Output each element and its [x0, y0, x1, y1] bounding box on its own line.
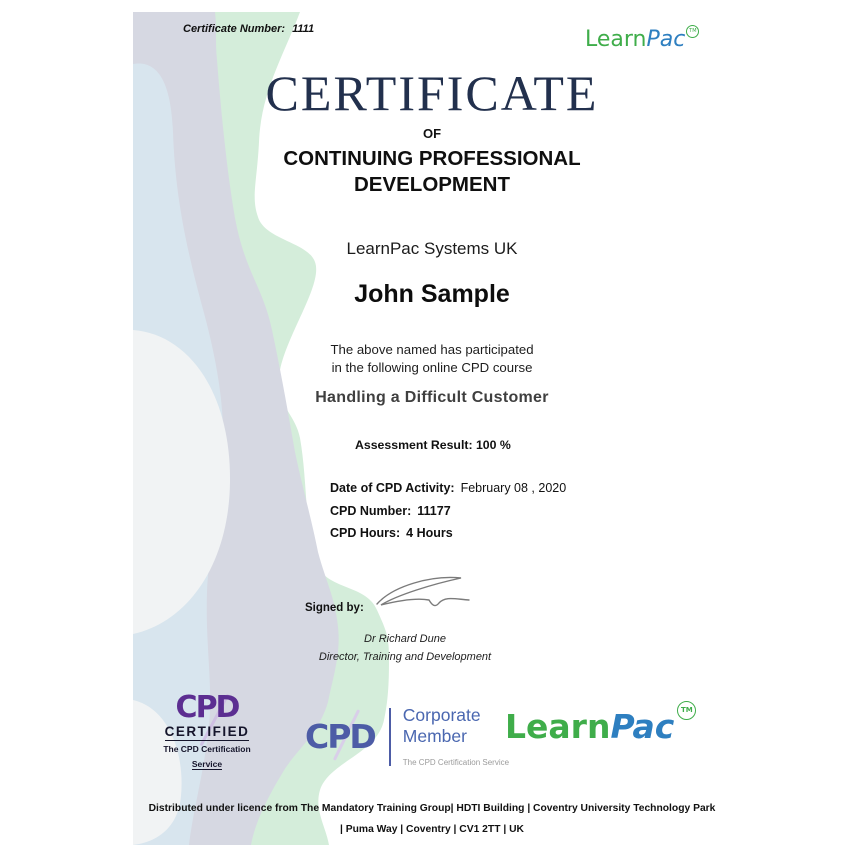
detail-row-date [330, 481, 566, 495]
recipient-name: John Sample [354, 280, 510, 308]
certificate-number-value: 1111 [292, 23, 315, 35]
learnpac-logo-learn: Learn [585, 27, 647, 52]
subtitle-line-2: DEVELOPMENT [353, 173, 511, 196]
certificate-number [183, 23, 314, 35]
cpd-corporate-service-text: The CPD Certification Service [402, 758, 510, 767]
detail-row-cpd-hours [330, 526, 453, 540]
cpd-certified-service-line2: Service [191, 759, 223, 769]
detail-value: 11177 [417, 504, 451, 518]
learnpac-logo-top [585, 27, 699, 52]
detail-label: Date of CPD Activity: [330, 481, 455, 495]
title-of: OF [422, 126, 442, 141]
certificate-page [133, 12, 731, 845]
cpd-certified-certified-text: CERTIFIED [164, 724, 250, 739]
cpd-corporate-divider [389, 708, 391, 766]
participation-statement [133, 341, 731, 376]
signature-image [371, 570, 481, 615]
certificate-subtitle [133, 146, 731, 198]
cpd-corporate-cpd-text: CPD [305, 717, 375, 756]
licence-footer [133, 798, 731, 840]
signer-block [255, 633, 555, 663]
footer-line-1: Distributed under licence from The Mandatory Training Group| HDTI Building | Coventry University Technology Park [148, 803, 716, 814]
organisation-name: LearnPac Systems UK [346, 239, 518, 258]
cpd-certified-cpd-text: CPD [175, 690, 239, 725]
trademark-icon: TM [686, 25, 699, 38]
signed-by-label: Signed by: [305, 602, 364, 614]
learnpac-logo-bottom [505, 707, 696, 746]
trademark-icon: TM [677, 701, 696, 720]
assessment-result: Assessment Result: 100 % [355, 438, 511, 452]
detail-row-cpd-number [330, 504, 451, 518]
cpd-corporate-member-logo [305, 705, 509, 767]
footer-line-2: | Puma Way | Coventry | CV1 2TT | UK [340, 824, 524, 835]
subtitle-line-1: CONTINUING PROFESSIONAL [283, 147, 581, 170]
cpd-corporate-member-line1: Corporate [402, 705, 481, 725]
cpd-corporate-member-line2: Member [402, 726, 467, 746]
learnpac-logo-pac: Pac [610, 707, 675, 746]
learnpac-logo-pac: Pac [646, 27, 686, 52]
signer-title: Director, Training and Development [318, 651, 492, 663]
certificate-number-label: Certificate Number: [183, 23, 286, 35]
learnpac-logo-learn: Learn [505, 707, 611, 746]
participation-line-2: in the following online CPD course [331, 359, 533, 375]
cpd-certified-logo [155, 690, 259, 772]
detail-value: 4 Hours [406, 526, 453, 540]
signer-name: Dr Richard Dune [364, 633, 446, 645]
cpd-certified-service-line1: The CPD Certification [163, 744, 251, 754]
participation-line-1: The above named has participated [330, 342, 534, 357]
course-title: Handling a Difficult Customer [315, 389, 549, 406]
detail-value: February 08 , 2020 [460, 481, 567, 495]
certificate-title: CERTIFICATE [265, 65, 599, 121]
detail-label: CPD Number: [330, 504, 412, 518]
detail-label: CPD Hours: [330, 526, 401, 540]
